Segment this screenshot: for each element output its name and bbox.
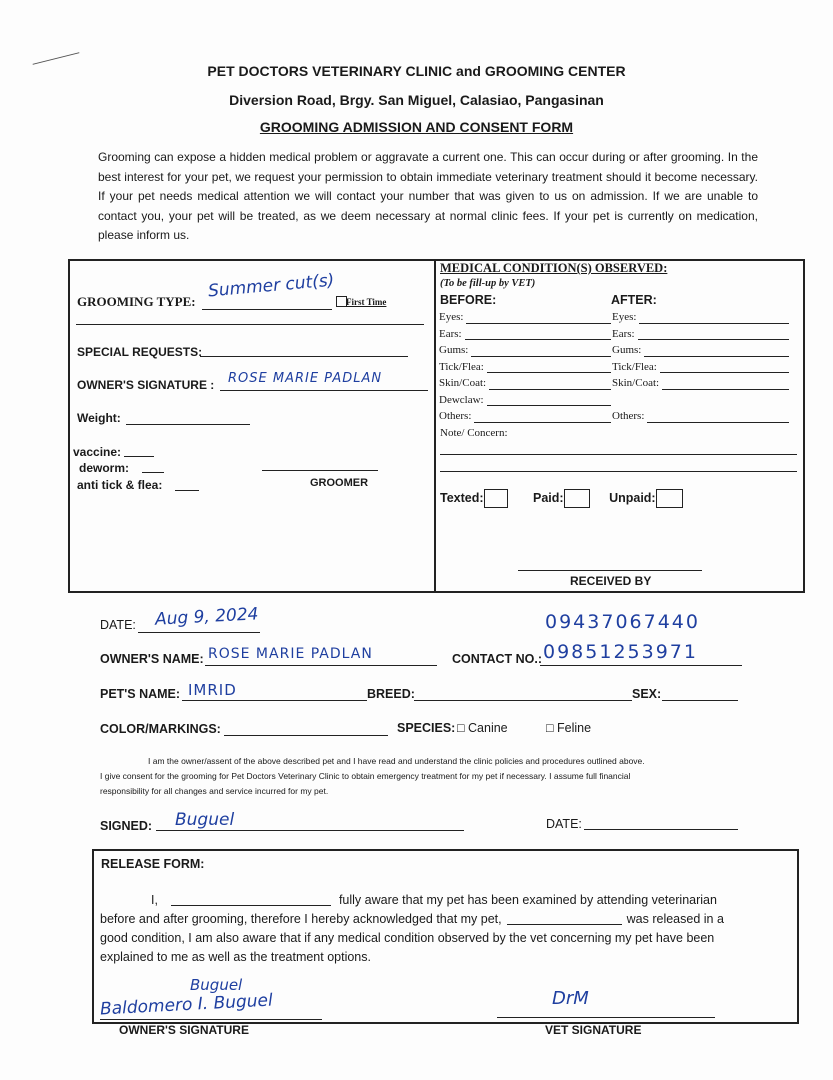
owner-name-value[interactable]: ROSE MARIE PADLAN [208, 646, 373, 662]
owner-name-line [205, 665, 437, 666]
antitick-label: anti tick & flea: [77, 478, 163, 492]
date-label: DATE: [100, 618, 136, 632]
special-requests-label: SPECIAL REQUESTS: [77, 345, 203, 359]
before-dewclaw-label: Dewclaw: [439, 393, 484, 406]
groomer-line [262, 470, 378, 471]
clinic-name: PET DOCTORS VETERINARY CLINIC and GROOMING CENTER [207, 63, 626, 79]
date-line [138, 632, 260, 633]
breed-field[interactable] [414, 700, 632, 701]
sex-field[interactable] [662, 700, 738, 701]
medical-subtitle: (To be fill-up by VET) [440, 278, 536, 289]
grooming-type-line [202, 309, 332, 310]
release-p4: explained to me as well as the treatment options. [100, 950, 371, 964]
before-tick-label: Tick/Flea: [439, 360, 484, 373]
owner-signature-value[interactable]: ROSE MARIE PADLAN [228, 371, 383, 386]
pet-name-label: PET'S NAME: [100, 687, 181, 701]
consent-line-1: I am the owner/assent of the above described pet and I have read and understand the clinic policies and procedures outlined above. [148, 756, 645, 766]
color-label: COLOR/MARKINGS: [100, 722, 221, 736]
before-row-gums[interactable] [439, 344, 614, 361]
release-paragraph [100, 891, 792, 967]
consent-line-2: I give consent for the grooming for Pet Doctors Veterinary Clinic to obtain emergency treatment for my pet if necessary. I assume full financial [100, 771, 631, 781]
special-requests-field[interactable] [200, 356, 408, 357]
contact-value-2[interactable]: 09851253971 [543, 641, 698, 663]
pet-name-line [182, 700, 367, 701]
after-row-ears[interactable] [612, 328, 792, 345]
after-row-skin[interactable] [612, 377, 792, 394]
release-p2b: was released in a [626, 912, 724, 926]
before-ears-label: Ears: [439, 327, 462, 340]
sex-label: SEX: [632, 687, 662, 701]
release-p3: good condition, I am also aware that if any medical condition observed by the vet concerning my pet have been [100, 931, 715, 945]
texted-label: Texted: [440, 490, 484, 505]
unpaid-checkbox[interactable] [656, 489, 683, 508]
weight-field[interactable] [126, 424, 250, 425]
before-eyes-label: Eyes: [439, 311, 464, 323]
deworm-label: deworm: [79, 461, 130, 475]
species-label: SPECIES: [397, 721, 456, 735]
consent-date-label: DATE: [546, 817, 582, 831]
vaccine-label: vaccine: [73, 445, 122, 459]
paid-checkbox[interactable] [564, 489, 590, 508]
consent-line-3: responsibility for all changes and service incurred for my pet. [100, 786, 329, 796]
feline-option[interactable]: □ Feline [546, 721, 592, 735]
after-ears-label: Ears: [612, 327, 635, 340]
received-by-line[interactable] [518, 570, 702, 571]
owner-sig-line [100, 1019, 322, 1020]
after-tick-label: Tick/Flea: [612, 360, 657, 373]
owner-sig-value-2[interactable]: Baldomero I. Buguel [99, 990, 274, 1020]
release-p2: before and after grooming, therefore I hereby acknowledged that my pet, [100, 912, 502, 926]
before-row-skin[interactable] [439, 377, 614, 394]
groomer-label: GROOMER [310, 477, 369, 489]
signed-line [156, 830, 464, 831]
before-gums-label: Gums: [439, 344, 469, 356]
canine-option[interactable]: □ Canine [457, 721, 508, 735]
after-list [612, 311, 792, 427]
grooming-type-value[interactable]: Summer cut(s) [207, 270, 336, 302]
pet-name-value[interactable]: IMRID [188, 681, 237, 699]
box-divider [434, 259, 436, 593]
before-row-tick[interactable] [439, 361, 614, 378]
breed-label: BREED: [367, 687, 415, 701]
contact-label: CONTACT NO.: [452, 652, 543, 666]
note-line-1[interactable] [440, 454, 797, 455]
vaccine-field[interactable] [124, 456, 154, 457]
before-row-ears[interactable] [439, 328, 614, 345]
contact-line [540, 665, 742, 666]
paid-label: Paid: [533, 490, 564, 505]
after-skin-label: Skin/Coat: [612, 377, 660, 389]
before-skin-label: Skin/Coat: [439, 377, 487, 389]
after-row-others[interactable] [612, 410, 792, 427]
antitick-field[interactable] [175, 490, 199, 491]
after-others-label: Others: [612, 410, 645, 422]
vet-sig-label: VET SIGNATURE [545, 1023, 642, 1037]
grooming-type-label: GROOMING TYPE: [77, 294, 196, 309]
note-label: Note/ Concern: [440, 427, 508, 439]
grooming-type-line-2 [76, 324, 424, 325]
before-row-eyes[interactable] [439, 311, 614, 328]
deworm-field[interactable] [142, 472, 164, 473]
intro-paragraph: Grooming can expose a hidden medical problem or aggravate a current one. This can occur during or after grooming. In the best interest for your pet, we request your permission to obtain immediate veterinary treatment should it become necessary. If your pet needs medical attention we will contact your number that was given to us on admission. If we are unable to contact you, your pet will be treated, as we deem necessary at normal clinic fees. If your pet is currently on medication, please inform us. [98, 150, 758, 242]
after-gums-label: Gums: [612, 344, 642, 356]
signed-label: SIGNED: [100, 819, 153, 833]
weight-label: Weight: [77, 411, 121, 425]
after-row-gums[interactable] [612, 344, 792, 361]
after-row-tick[interactable] [612, 361, 792, 378]
release-name-field[interactable] [171, 891, 331, 906]
release-i: I, [151, 893, 158, 907]
after-label: AFTER: [611, 293, 657, 307]
owner-name-label: OWNER'S NAME: [100, 652, 204, 666]
vet-sig-line [497, 1017, 715, 1018]
contact-value-1[interactable]: 09437067440 [545, 611, 700, 633]
before-row-dewclaw[interactable] [439, 394, 614, 411]
release-pet-field[interactable] [507, 910, 622, 925]
owner-signature-line [220, 390, 428, 391]
texted-checkbox[interactable] [484, 489, 508, 508]
signed-value[interactable]: Buguel [175, 810, 235, 830]
received-by-label: RECEIVED BY [570, 574, 652, 588]
before-list [439, 311, 614, 427]
clinic-address: Diversion Road, Brgy. San Miguel, Calasiao, Pangasinan [229, 92, 604, 108]
vet-sig-value[interactable]: DrM [552, 988, 589, 1009]
before-others-label: Others: [439, 410, 472, 422]
owner-sig-value-1[interactable]: Buguel [190, 976, 243, 994]
date-value[interactable]: Aug 9, 2024 [154, 604, 259, 630]
first-time-label: First Time [346, 297, 387, 307]
owner-signature-label: OWNER'S SIGNATURE : [77, 378, 215, 392]
form-title: GROOMING ADMISSION AND CONSENT FORM [259, 119, 574, 135]
owner-sig-label: OWNER'S SIGNATURE [119, 1023, 249, 1037]
note-line-2[interactable] [440, 471, 797, 472]
release-title: RELEASE FORM: [101, 857, 205, 871]
after-eyes-label: Eyes: [612, 311, 637, 323]
medical-title: MEDICAL CONDITION(S) OBSERVED: [440, 261, 668, 275]
after-row-eyes[interactable] [612, 311, 792, 328]
color-field[interactable] [224, 735, 388, 736]
before-label: BEFORE: [440, 293, 497, 307]
release-p1: fully aware that my pet has been examined by attending veterinarian [338, 893, 717, 907]
before-row-others[interactable] [439, 410, 614, 427]
consent-date-field[interactable] [584, 829, 738, 830]
unpaid-label: Unpaid: [609, 490, 656, 505]
texted-row [440, 489, 683, 508]
